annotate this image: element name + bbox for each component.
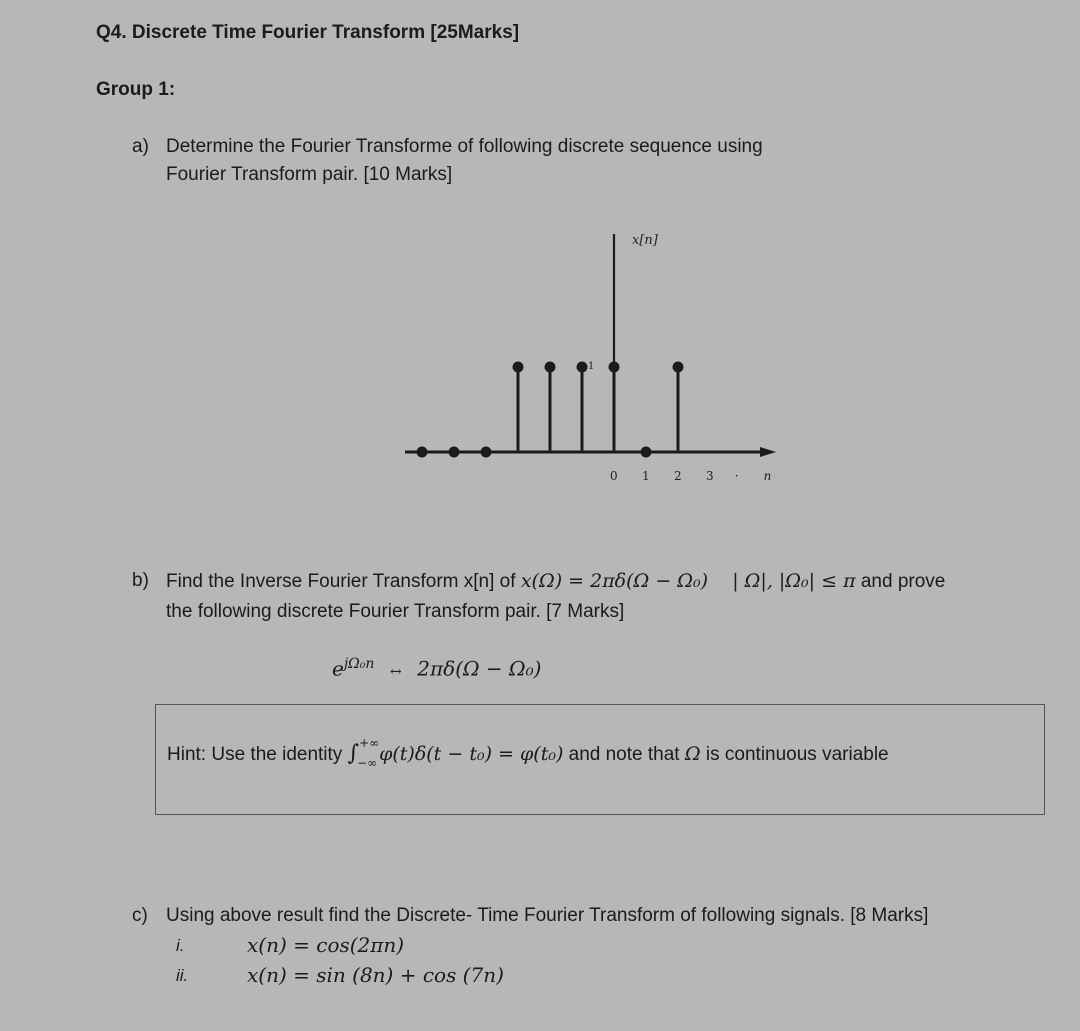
part-b-line1-text: Find the Inverse Fourier Transform x[n] of (166, 571, 521, 592)
item-ii-equation (247, 963, 504, 988)
pair-left: e (332, 656, 344, 681)
part-a-label: a) (132, 136, 149, 157)
part-b-line1-math: x(Ω) = 2πδ(Ω − Ω₀) | Ω|, |Ω₀| ≤ π (520, 570, 856, 592)
tick-label: 2 (674, 469, 682, 483)
item-i-number: i. (176, 936, 185, 955)
item-ii-lhs: x(n) (247, 963, 294, 987)
hint-identity: φ(t)δ(t − t₀) = φ(t₀) (379, 743, 564, 765)
stem-marker (641, 447, 652, 458)
part-a-line2: Fourier Transform pair. [10 Marks] (166, 164, 453, 185)
stem-layer (400, 234, 776, 458)
item-ii-number: ii. (176, 966, 189, 985)
tick-label: · (734, 469, 739, 483)
pair-left-exponent: jΩ₀n (343, 656, 375, 672)
pair-arrow: ↔ (389, 663, 402, 680)
part-c-line1: Using above result find the Discrete- Time Fourier Transform of following signals. [8 Marks] (166, 905, 929, 926)
hint-text (167, 736, 889, 770)
part-a-line1: Determine the Fourier Transforme of following discrete sequence using (166, 136, 763, 157)
hint-box (155, 704, 1045, 815)
y-axis-label: x[n] (632, 233, 658, 248)
tick-label: 0 (610, 469, 618, 483)
stem-marker (481, 447, 492, 458)
stem-marker (673, 362, 684, 373)
tick-label: 3 (706, 469, 714, 483)
stem-marker (513, 362, 524, 373)
item-i-equation (247, 933, 404, 958)
part-b-line1-end: and prove (855, 571, 946, 592)
item-i-rhs: cos(2πn) (316, 933, 405, 957)
stem-marker (449, 447, 460, 458)
transform-pair (332, 656, 541, 682)
hint-text-mid: and note that (563, 744, 685, 765)
question-title: Q4. Discrete Time Fourier Transform [25Marks] (96, 22, 520, 43)
hint-text-end: is continuous variable (700, 744, 889, 765)
part-b-line1 (166, 570, 945, 593)
stem-plot (400, 222, 800, 502)
x-axis-arrow (760, 447, 776, 457)
part-b-line2: the following discrete Fourier Transform pair. [7 Marks] (166, 601, 625, 622)
annotation-one: 1 (588, 361, 595, 372)
integral-lower: −∞ (357, 756, 378, 770)
stem-marker (545, 362, 556, 373)
item-ii-rhs: = sin (8n) + cos (7n) (293, 963, 504, 987)
part-c-label: c) (132, 905, 148, 926)
group-heading: Group 1: (96, 79, 176, 100)
hint-text-start: Hint: Use the identity (167, 744, 348, 765)
hint-omega: Ω (684, 743, 701, 765)
integral-upper: +∞ (359, 736, 380, 750)
part-b-label: b) (132, 570, 149, 591)
stem-marker (577, 362, 588, 373)
stem-marker (609, 362, 620, 373)
tick-layer (610, 469, 771, 483)
tick-label: 1 (642, 469, 650, 483)
stem-marker (417, 447, 428, 458)
tick-label: n (763, 469, 772, 483)
pair-right: 2πδ(Ω − Ω₀) (417, 656, 542, 681)
item-i-lhs: x(n) = (247, 933, 317, 957)
integral-sign: ∫ (347, 741, 360, 766)
